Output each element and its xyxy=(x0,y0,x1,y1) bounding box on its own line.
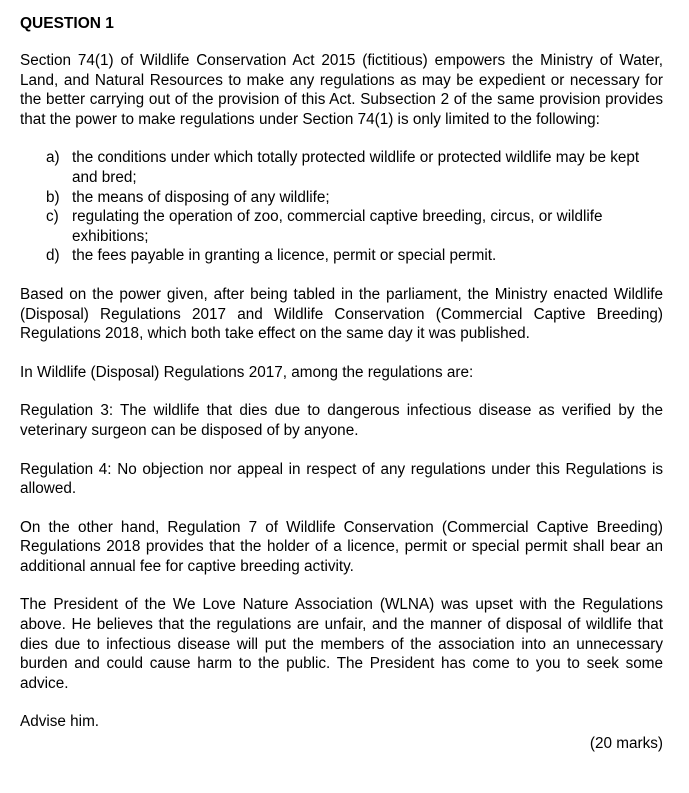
list-item-marker: a) xyxy=(46,149,60,167)
spacer xyxy=(20,129,663,148)
regulation-power-list xyxy=(20,148,663,266)
spacer xyxy=(20,266,663,285)
regulation-7-paragraph: On the other hand, Regulation 7 of Wildlife Conservation (Commercial Captive Breeding) Regulations 2018 provides that the holder of a licence, permit or special permit shall bear an additional annual fee for captive breeding activity. xyxy=(20,518,663,575)
spacer xyxy=(20,441,663,460)
list-item xyxy=(20,188,663,208)
regulation-3-paragraph: Regulation 3: The wildlife that dies due to dangerous infectious disease as verified by the veterinary surgeon can be disposed of by anyone. xyxy=(20,402,663,439)
list-item-text: the fees payable in granting a licence, permit or special permit. xyxy=(72,247,497,265)
spacer xyxy=(20,499,663,518)
marks-label: (20 marks) xyxy=(589,735,663,753)
president-paragraph: The President of the We Love Nature Association (WLNA) was upset with the Regulations above. He believes that the regulations are unfair, and the manner of disposal of wildlife that dies due to infectious disease will put the members of the association into an unnecessary burden and could cause harm to the public. The President has come to you to seek some advice. xyxy=(20,596,663,692)
question-heading: QUESTION 1 xyxy=(20,15,114,32)
among-paragraph: In Wildlife (Disposal) Regulations 2017, among the regulations are: xyxy=(20,363,474,381)
list-item xyxy=(20,246,663,266)
list-item-marker: c) xyxy=(46,208,59,226)
spacer xyxy=(20,382,663,401)
list-item-text: the means of disposing of any wildlife; xyxy=(72,188,330,206)
spacer xyxy=(20,576,663,595)
spacer xyxy=(20,693,663,712)
intro-paragraph: Section 74(1) of Wildlife Conservation Act 2015 (fictitious) empowers the Ministry of Water, Land, and Natural Resources to make any regulations as may be expedient or necessary for the better carrying out of the provision of this Act. Subsection 2 of the same provision provides that the power to make regulations under Section 74(1) is only limited to the following: xyxy=(20,52,663,128)
power-paragraph: Based on the power given, after being tabled in the parliament, the Ministry enacted Wildlife (Disposal) Regulations 2017 and Wildlife Conservation (Commercial Captive Breeding) Regulations 2018, which both take effect on the same day it was published. xyxy=(20,285,663,343)
list-item-text: the conditions under which totally protected wildlife or protected wildlife may be kept and bred; xyxy=(72,149,640,186)
regulation-4-paragraph: Regulation 4: No objection nor appeal in respect of any regulations under this Regulations is allowed. xyxy=(20,460,663,498)
spacer xyxy=(20,344,663,363)
question-document xyxy=(20,14,663,754)
list-item-marker: b) xyxy=(46,188,60,206)
list-item xyxy=(20,207,663,246)
list-item-text: regulating the operation of zoo, commercial captive breeding, circus, or wildlife exhibitions; xyxy=(72,208,603,245)
instruction-text: Advise him. xyxy=(20,713,100,731)
list-item-marker: d) xyxy=(46,247,60,265)
list-item xyxy=(20,148,663,187)
